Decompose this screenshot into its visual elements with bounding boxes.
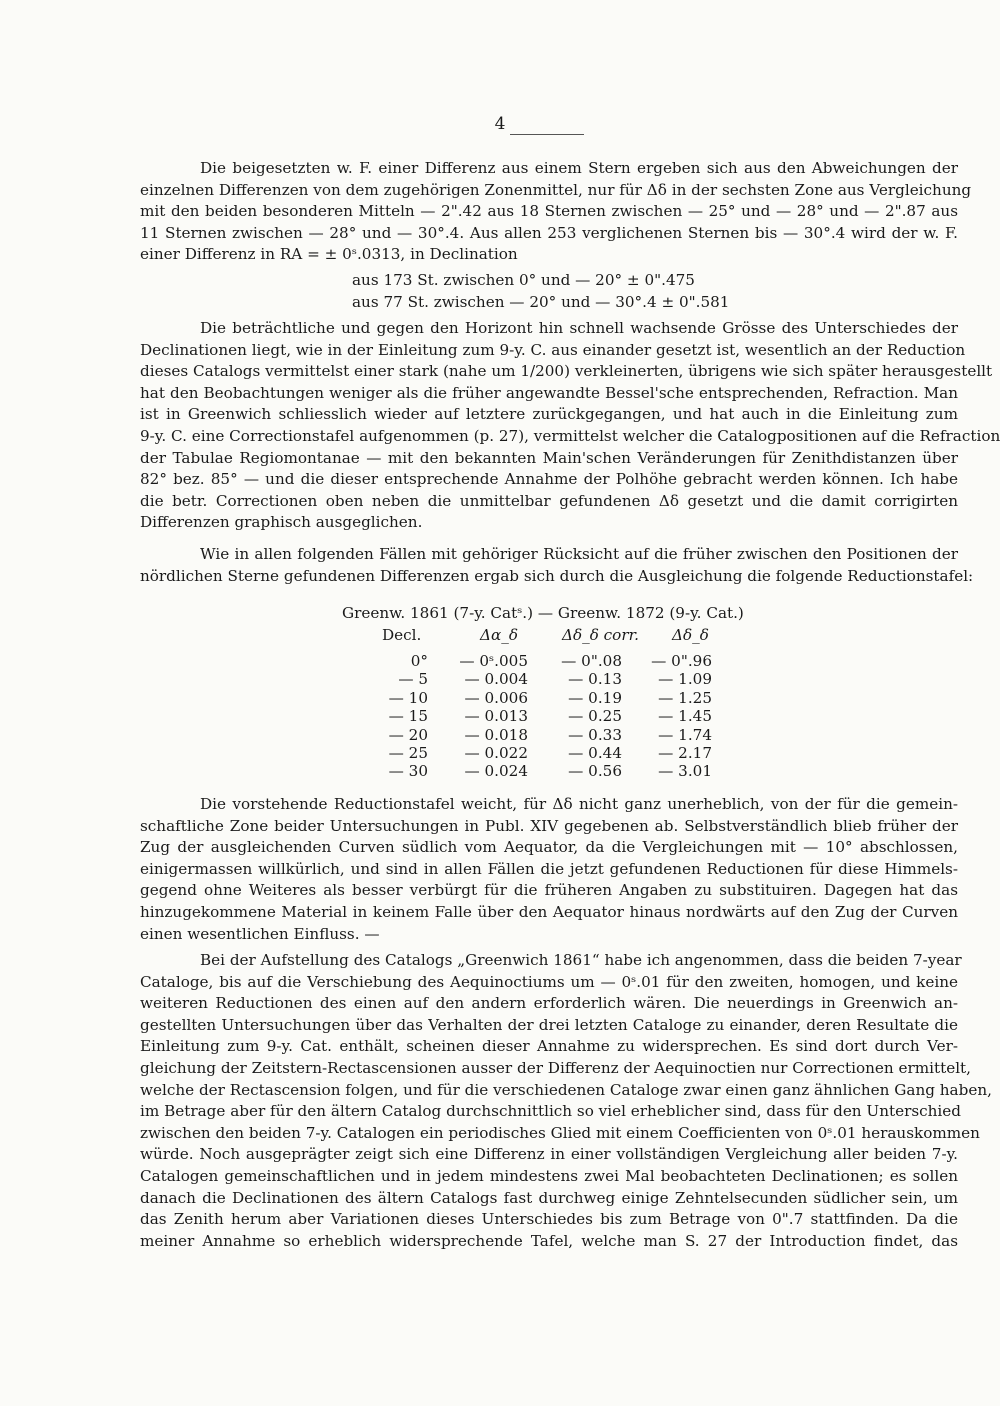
table-cell: — 1.45: [658, 707, 712, 726]
table-cell: — 0".08: [561, 652, 622, 670]
paragraph-1: [140, 158, 972, 266]
text-line: weiteren Reductionen des einen auf den andern erforderlich wären. Die neuerdings in Greenwich an-: [140, 994, 958, 1013]
table-cell: — 3.01: [658, 762, 712, 781]
text-line: das Zenith herum aber Variationen dieses Unterschiedes bis zum Betrage von 0".7 stattfinden. Da die: [140, 1210, 958, 1229]
text-line: Einleitung zum 9-y. Cat. enthält, scheinen dieser Annahme zu widersprechen. Es sind dort durch Ver-: [140, 1037, 958, 1056]
page-number: 4: [494, 114, 506, 134]
paragraph-2: [140, 318, 1000, 534]
table-cell: — 15: [388, 707, 428, 726]
text-line: der Tabulae Regiomontanae — mit den bekannten Main'schen Veränderungen für Zenithdistanzen über: [140, 448, 958, 467]
table-cell: — 0.19: [568, 688, 622, 707]
text-line: hinzugekommene Material in keinem Falle über den Aequator hinaus nordwärts auf den Zug der Curven: [140, 902, 958, 921]
table-cell: — 25: [388, 744, 428, 763]
table-cell: — 0.13: [568, 670, 622, 689]
table-cell: 0°: [410, 652, 428, 670]
text-line: meiner Annahme so erheblich widersprechende Tafel, welche man S. 27 der Introduction findet, das: [140, 1231, 958, 1250]
table-cell: — 0.006: [464, 688, 528, 707]
text-line: nördlichen Sterne gefundenen Differenzen ergab sich durch die Ausgleichung die folgende Reductionstafel:: [140, 566, 974, 585]
text-line: einzelnen Differenzen von dem zugehörigen Zonenmittel, nur für Δδ in der sechsten Zone aus Vergleichung: [140, 180, 972, 199]
table-header-decl: Decl.: [382, 626, 422, 644]
text-line: Zug der ausgleichenden Curven südlich vom Aequator, da die Vergleichungen mit — 10° abschlossen,: [140, 838, 958, 857]
decl-line-1: aus 173 St. zwischen 0° und — 20° ± 0".475: [352, 271, 695, 289]
table-col-ddelta-corr: [561, 652, 622, 781]
text-line: zwischen den beiden 7-y. Catalogen ein periodisches Glied mit einem Coefficienten von 0ˢ.01 herauskommen: [140, 1123, 980, 1142]
table-cell: — 0.44: [568, 744, 622, 763]
text-line: welche der Rectascension folgen, und für die verschiedenen Cataloge zwar einen ganz ähnlichen Gang haben,: [140, 1080, 992, 1099]
table-cell: — 10: [388, 688, 428, 707]
table-cell: — 0.018: [464, 725, 528, 744]
text-line: 9-y. C. eine Correctionstafel aufgenommen (p. 27), vermittelst welcher die Catalogpositionen auf die Refraction: [140, 426, 1000, 445]
paragraph-5: [140, 950, 992, 1252]
text-line: einen wesentlichen Einfluss. —: [140, 924, 380, 943]
table-cell: — 1.09: [658, 670, 712, 689]
table-caption: Greenw. 1861 (7-y. Catˢ.) — Greenw. 1872 (9-y. Cat.): [342, 604, 744, 622]
table-col-decl: [389, 652, 428, 781]
text-line: Die beträchtliche und gegen den Horizont hin schnell wachsende Grösse des Unterschiedes der: [200, 319, 958, 337]
table-cell: — 20: [388, 725, 428, 744]
table-cell: — 0ˢ.005: [459, 652, 528, 670]
text-line: hat den Beobachtungen weniger als die früher angewandte Bessel'sche entsprechenden, Refraction. Man: [140, 383, 958, 402]
table-cell: — 5: [398, 670, 428, 689]
text-line: Differenzen graphisch ausgeglichen.: [140, 513, 423, 532]
text-line: Catalogen gemeinschaftlichen und in jedem mindestens zwei Mal beobachteten Declinationen; es sollen: [140, 1166, 958, 1185]
table-col-dalpha: [459, 652, 528, 781]
text-line: ist in Greenwich schliesslich wieder auf letztere zurückgegangen, und hat auch in die Einleitung zum: [140, 405, 958, 424]
table-cell: — 0.024: [464, 762, 528, 781]
text-line: Wie in allen folgenden Fällen mit gehöriger Rücksicht auf die früher zwischen den Positionen der: [200, 545, 958, 563]
text-line: einer Differenz in RA = ± 0ˢ.0313, in Declination: [140, 245, 518, 264]
text-line: einigermassen willkürlich, und sind in allen Fällen die jetzt gefundenen Reductionen für diese Himmels-: [140, 859, 958, 878]
table-header-ddelta-corr: Δδ_δ corr.: [562, 626, 640, 644]
page-number-rule: [510, 134, 584, 135]
text-line: mit den beiden besonderen Mitteln — 2".42 aus 18 Sternen zwischen — 25° und — 28° und — 2".87 aus: [140, 202, 958, 221]
table-col-ddelta: [651, 652, 712, 781]
paragraph-4: [140, 794, 958, 945]
text-line: würde. Noch ausgeprägter zeigt sich eine Differenz in einer vollständigen Vergleichung aller beiden 7-y.: [140, 1145, 958, 1164]
table-header-ddelta: Δδ_δ: [672, 626, 709, 644]
table-cell: — 2.17: [658, 744, 712, 763]
table-cell: — 0.25: [568, 707, 622, 726]
text-line: im Betrage aber für den ältern Catalog durchschnittlich so viel erheblicher sind, dass für den Unterschied: [140, 1102, 962, 1121]
table-cell: — 0.33: [568, 725, 622, 744]
text-line: Die beigesetzten w. F. einer Differenz aus einem Stern ergeben sich aus den Abweichungen der: [200, 159, 958, 177]
table-cell: — 1.25: [658, 688, 712, 707]
text-line: Declinationen liegt, wie in der Einleitung zum 9-y. C. aus einander gesetzt ist, wesentlich an der Reduction: [140, 340, 966, 359]
table-cell: — 0.013: [464, 707, 528, 726]
table-cell: — 0.022: [464, 744, 528, 763]
text-line: danach die Declinationen des ältern Catalogs fast durchweg einige Zehntelsecunden südlicher sein, um: [140, 1188, 958, 1207]
table-cell: — 0".96: [651, 652, 712, 670]
text-line: Die vorstehende Reductionstafel weicht, für Δδ nicht ganz unerheblich, von der für die gemein-: [200, 795, 958, 813]
text-line: dieses Catalogs vermittelst einer stark (nahe um 1/200) verkleinerten, übrigens wie sich später herausgestellt: [140, 362, 993, 381]
text-line: die betr. Correctionen oben neben die unmittelbar gefundenen Δδ gesetzt und die damit corrigirten: [140, 491, 958, 510]
text-line: Cataloge, bis auf die Verschiebung des Aequinoctiums um — 0ˢ.01 für den zweiten, homogen, und keine: [140, 972, 958, 991]
text-line: schaftliche Zone beider Untersuchungen in Publ. XIV gegebenen ab. Selbstverständlich blieb früher der: [140, 816, 958, 835]
paragraph-3: [140, 544, 974, 587]
text-line: gleichung der Zeitstern-Rectascensionen ausser der Differenz der Aequinoctien nur Correctionen ermittelt,: [140, 1058, 971, 1077]
table-header-dalpha: Δα_δ: [480, 626, 518, 644]
table-cell: — 1.74: [658, 725, 712, 744]
text-line: 82° bez. 85° — und die dieser entsprechende Annahme der Polhöhe gebracht werden können. Ich habe: [140, 470, 958, 489]
table-cell: — 30: [388, 762, 428, 781]
text-line: gegend ohne Weiteres als besser verbürgt für die früheren Angaben zu substituiren. Dagegen hat das: [140, 881, 958, 900]
text-line: 11 Sternen zwischen — 28° und — 30°.4. Aus allen 253 verglichenen Sternen bis — 30°.4 wird der w. F.: [140, 223, 958, 242]
text-line: gestellten Untersuchungen über das Verhalten der drei letzten Cataloge zu einander, deren Resultate die: [140, 1015, 958, 1034]
table-cell: — 0.56: [568, 762, 622, 781]
table-cell: — 0.004: [464, 670, 528, 689]
decl-line-2: aus 77 St. zwischen — 20° und — 30°.4 ± 0".581: [352, 293, 730, 311]
text-line: Bei der Aufstellung des Catalogs „Greenwich 1861“ habe ich angenommen, dass die beiden 7-year: [200, 951, 962, 969]
